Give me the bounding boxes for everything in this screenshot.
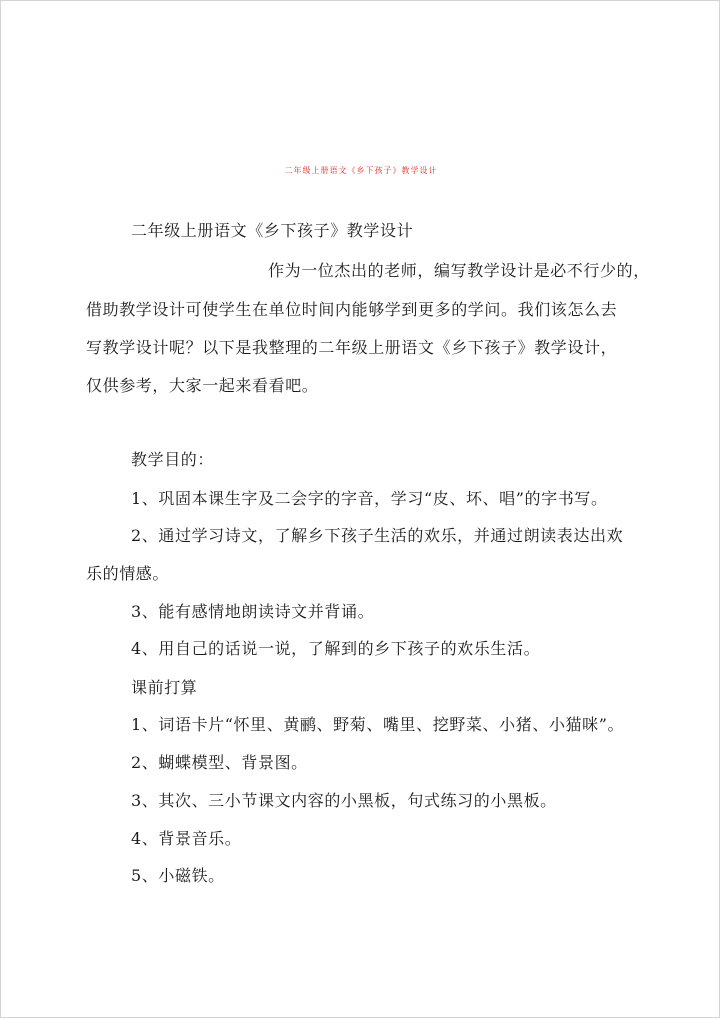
document-subtitle: 二年级上册语文《乡下孩子》教学设计 xyxy=(131,221,414,240)
objective-item-3: 3、能有感情地朗读诗文并背诵。 xyxy=(131,602,375,621)
preparation-item-1: 1、词语卡片“怀里、黄鹂、野菊、嘴里、挖野菜、小猪、小猫咪”。 xyxy=(131,715,625,734)
preparation-item-3: 3、其次、三小节课文内容的小黑板，句式练习的小黑板。 xyxy=(131,791,557,810)
intro-line-1: 作为一位杰出的老师，编写教学设计是必不行少的， xyxy=(268,261,650,280)
objectives-heading: 教学目的： xyxy=(131,450,215,469)
preparation-heading: 课前打算 xyxy=(131,678,198,697)
document-title: 二年级上册语文《乡下孩子》教学设计 xyxy=(284,166,438,175)
preparation-item-2: 2、蝴蝶模型、背景图。 xyxy=(131,753,308,772)
intro-line-2: 借助教学设计可使学生在单位时间内能够学到更多的学问。我们该怎么去 xyxy=(86,300,618,319)
objective-item-2-continued: 乐的情感。 xyxy=(86,564,170,583)
preparation-item-5: 5、小磁铁。 xyxy=(131,866,225,885)
objective-item-1: 1、巩固本课生字及二会字的字音，学习“皮、坏、唱”的字书写。 xyxy=(131,489,608,508)
objective-item-2: 2、通过学习诗文，了解乡下孩子生活的欢乐，并通过朗读表达出欢 xyxy=(131,526,624,545)
intro-line-4: 仅供参考，大家一起来看看吧。 xyxy=(86,376,319,395)
intro-line-3: 写教学设计呢？以下是我整理的二年级上册语文《乡下孩子》教学设计， xyxy=(86,338,618,357)
preparation-item-4: 4、背景音乐。 xyxy=(131,829,242,848)
objective-item-4: 4、用自己的话说一说，了解到的乡下孩子的欢乐生活。 xyxy=(131,639,541,658)
